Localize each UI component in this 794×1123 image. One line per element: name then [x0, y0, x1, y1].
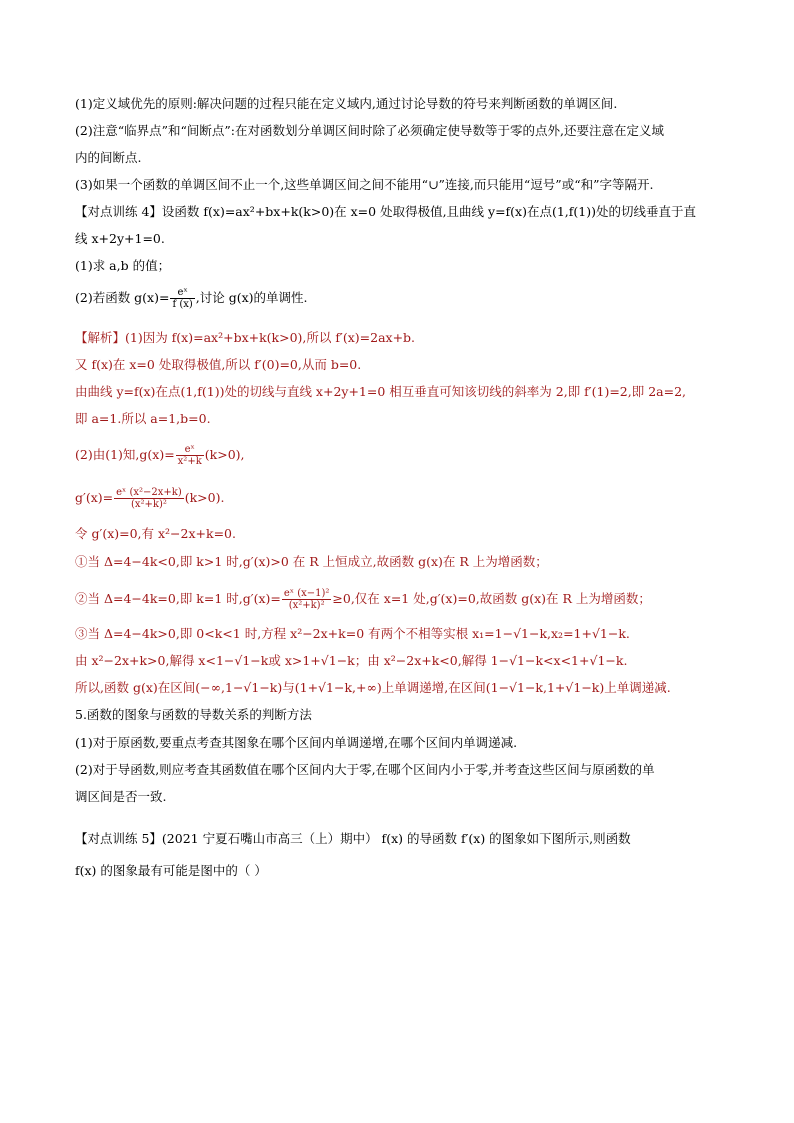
s6-denominator: (x²+k)²	[114, 498, 184, 510]
section5-point-1: (1)对于原函数,要重点考查其图象在哪个区间内单调递增,在哪个区间内单调递减.	[75, 735, 518, 750]
section5-title: 5.函数的图象与函数的导数关系的判断方法	[75, 707, 312, 722]
solution-line-10: ③当 Δ=4−4k>0,即 0<k<1 时,方程 x²−2x+k=0 有两个不相等实根 x₁=1−√1−k,x₂=1+√1−k.	[75, 626, 630, 641]
s6-numerator: eˣ (x²−2x+k)	[116, 487, 182, 498]
q2-prefix: (2)若函数 g(x)=	[75, 290, 170, 305]
solution-line-2: 又 f(x)在 x=0 处取得极值,所以 f′(0)=0,从而 b=0.	[75, 357, 362, 372]
note-2: (2)注意“临界点”和“间断点”:在对函数划分单调区间时除了必须确定使导数等于零的点外,还要注意在定义域	[75, 123, 664, 138]
q2-suffix: ,讨论 g(x)的单调性.	[195, 290, 308, 305]
solution-line-11: 由 x²−2x+k>0,解得 x<1−√1−k或 x>1+√1−k；由 x²−2x+k<0,解得 1−√1−k<x<1+√1−k.	[75, 653, 628, 668]
s5-suffix: (k>0),	[204, 447, 245, 462]
solution-line-12: 所以,函数 g(x)在区间(−∞,1−√1−k)与(1+√1−k,+∞)上单调递增,在区间(1−√1−k,1+√1−k)上单调递减.	[75, 680, 671, 695]
solution-line-1: 【解析】(1)因为 f(x)=ax²+bx+k(k>0),所以 f′(x)=2ax+b.	[75, 330, 416, 345]
s5-fraction	[176, 444, 204, 467]
note-3: (3)如果一个函数的单调区间不止一个,这些单调区间之间不能用“∪”连接,而只能用“逗号”或“和”字等隔开.	[75, 177, 654, 192]
solution-line-9	[75, 588, 725, 611]
s6-prefix: g′(x)=	[75, 490, 114, 505]
q2-fraction	[170, 287, 194, 310]
training5-line2: f(x) 的图象最有可能是图中的（ ）	[75, 863, 267, 878]
note-2-cont: 内的间断点.	[75, 150, 142, 165]
s6-fraction	[114, 487, 184, 510]
solution-line-5	[75, 444, 725, 467]
s6-suffix: (k>0).	[184, 490, 225, 505]
s9-denominator: (x²+k)²	[282, 599, 332, 611]
training4-line1: 【对点训练 4】设函数 f(x)=ax²+bx+k(k>0)在 x=0 处取得极值,且曲线 y=f(x)在点(1,f(1))处的切线垂直于直	[75, 204, 696, 219]
solution-line-7: 令 g′(x)=0,有 x²−2x+k=0.	[75, 526, 236, 541]
training4-line2: 线 x+2y+1=0.	[75, 231, 165, 246]
s9-numerator: eˣ (x−1)²	[283, 588, 330, 599]
solution-line-6	[75, 487, 725, 510]
solution-line-4: 即 a=1.所以 a=1,b=0.	[75, 411, 211, 426]
training4-q1: (1)求 a,b 的值；	[75, 258, 171, 273]
section5-point-2: (2)对于导函数,则应考查其函数值在哪个区间内大于零,在哪个区间内小于零,并考查这些区间与原函数的单	[75, 762, 655, 777]
s9-suffix: ≥0,仅在 x=1 处,g′(x)=0,故函数 g(x)在 R 上为增函数；	[332, 591, 651, 606]
solution-line-8: ①当 Δ=4−4k<0,即 k>1 时,g′(x)>0 在 R 上恒成立,故函数 g(x)在 R 上为增函数；	[75, 554, 548, 569]
training4-q2	[75, 287, 725, 310]
solution-line-3: 由曲线 y=f(x)在点(1,f(1))处的切线与直线 x+2y+1=0 相互垂直可知该切线的斜率为 2,即 f′(1)=2,即 2a=2,	[75, 384, 687, 399]
s5-numerator: eˣ	[184, 444, 195, 455]
s9-fraction	[282, 588, 332, 611]
note-1: (1)定义域优先的原则:解决问题的过程只能在定义域内,通过讨论导数的符号来判断函数的单调区间.	[75, 96, 618, 111]
section5-point-2-cont: 调区间是否一致.	[75, 789, 167, 804]
q2-denominator: f (x)	[172, 299, 193, 310]
q2-numerator: eˣ	[177, 287, 188, 298]
s5-prefix: (2)由(1)知,g(x)=	[75, 447, 175, 462]
s9-prefix: ②当 Δ=4−4k=0,即 k=1 时,g′(x)=	[75, 591, 281, 606]
s5-denominator: x²+k	[177, 456, 202, 467]
training5-line1: 【对点训练 5】(2021 宁夏石嘴山市高三（上）期中） f(x) 的导函数 f′(x) 的图象如下图所示,则函数	[75, 831, 631, 846]
